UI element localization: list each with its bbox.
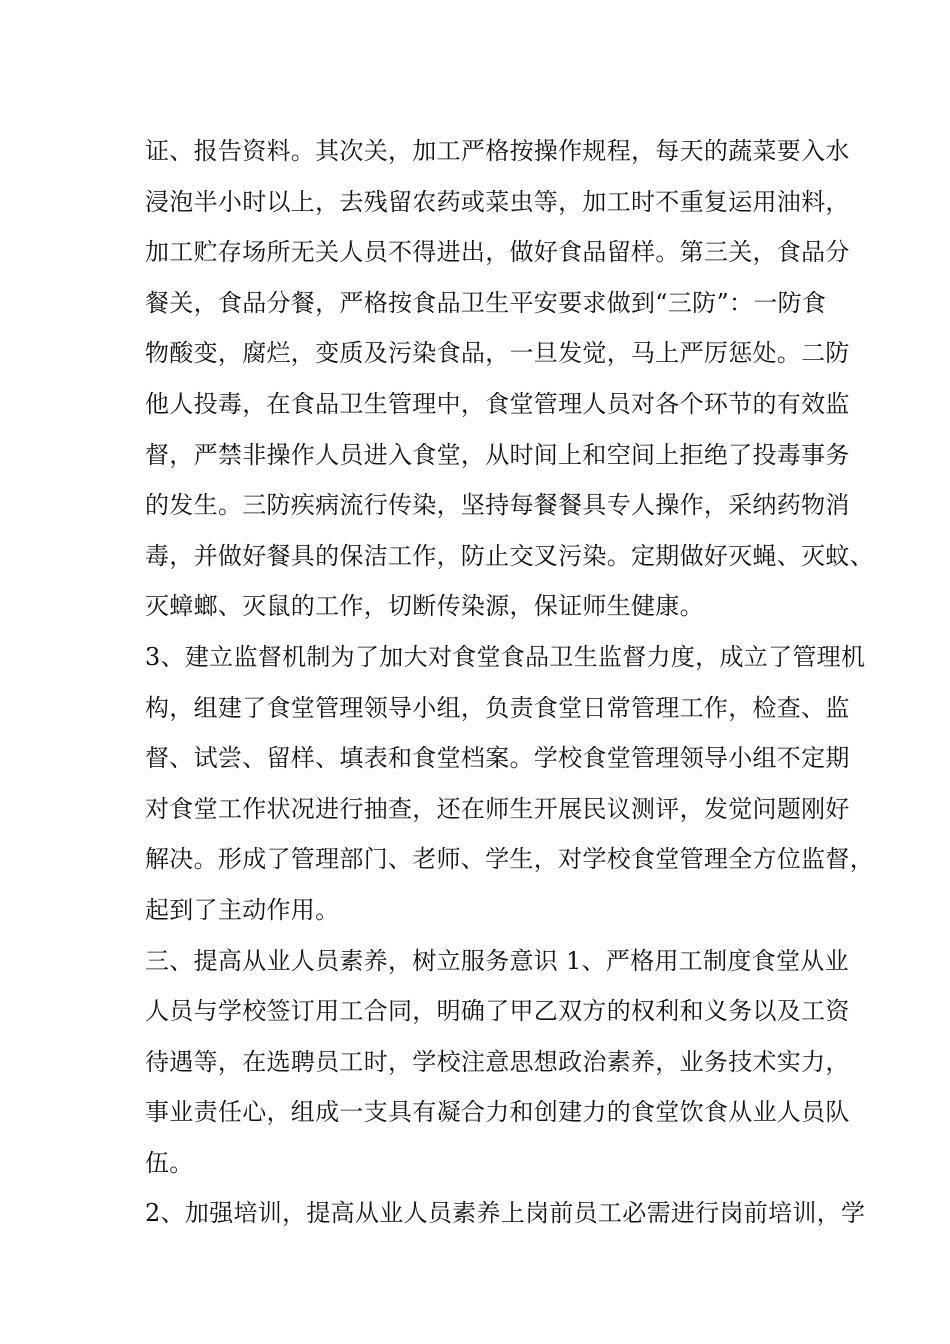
text-line-10: 灭蟑螂、灭鼠的工作，切断传染源，保证师生健康。 — [145, 592, 704, 621]
text-line-11: 3、建立监督机制为了加大对食堂食品卫生监督力度，成立了管理机 — [145, 642, 866, 671]
text-line-2: 浸泡半小时以上，去残留农药或菜虫等，加工时不重复运用油料， — [145, 187, 850, 216]
text-line-19: 待遇等，在选聘员工时，学校注意思想政治素养，业务技术实力， — [145, 1047, 850, 1076]
text-line-20: 事业责任心，组成一支具有凝合力和创建力的食堂饮食从业人员队 — [145, 1098, 850, 1127]
text-line-5: 物酸变，腐烂，变质及污染食品，一旦发觉，马上严厉惩处。二防 — [145, 339, 850, 368]
text-line-7: 督，严禁非操作人员进入食堂，从时间上和空间上拒绝了投毒事务 — [145, 440, 850, 469]
text-line-8: 的发生。三防疾病流行传染，坚持每餐餐具专人操作，采纳药物消 — [145, 491, 850, 520]
text-line-13: 督、试尝、留样、填表和食堂档案。学校食堂管理领导小组不定期 — [145, 744, 850, 773]
text-line-14: 对食堂工作状况进行抽查，还在师生开展民议测评，发觉问题刚好 — [145, 794, 850, 823]
document-body — [145, 126, 874, 1239]
text-line-6: 他人投毒，在食品卫生管理中，食堂管理人员对各个环节的有效监 — [145, 389, 850, 418]
text-line-15: 解决。形成了管理部门、老师、学生，对学校食堂管理全方位监督， — [145, 845, 874, 874]
text-line-9: 毒，并做好餐具的保洁工作，防止交叉污染。定期做好灭蝇、灭蚊、 — [145, 541, 874, 570]
text-line-3: 加工贮存场所无关人员不得进出，做好食品留样。第三关，食品分 — [145, 238, 850, 267]
text-line-17: 三、提高从业人员素养，树立服务意识 1、严格用工制度食堂从业 — [145, 946, 849, 975]
text-line-18: 人员与学校签订用工合同，明确了甲乙双方的权利和义务以及工资 — [145, 997, 850, 1026]
text-line-12: 构，组建了食堂管理领导小组，负责食堂日常管理工作，检查、监 — [145, 693, 850, 722]
text-line-22: 2、加强培训，提高从业人员素养上岗前员工必需进行岗前培训，学 — [145, 1199, 866, 1228]
text-line-21: 伍。 — [145, 1148, 194, 1177]
text-line-16: 起到了主动作用。 — [145, 895, 340, 924]
text-line-4: 餐关，食品分餐，严格按食品卫生平安要求做到“三防”：一防食 — [145, 288, 827, 317]
text-line-1: 证、报告资料。其次关，加工严格按操作规程，每天的蔬菜要入水 — [145, 137, 850, 165]
